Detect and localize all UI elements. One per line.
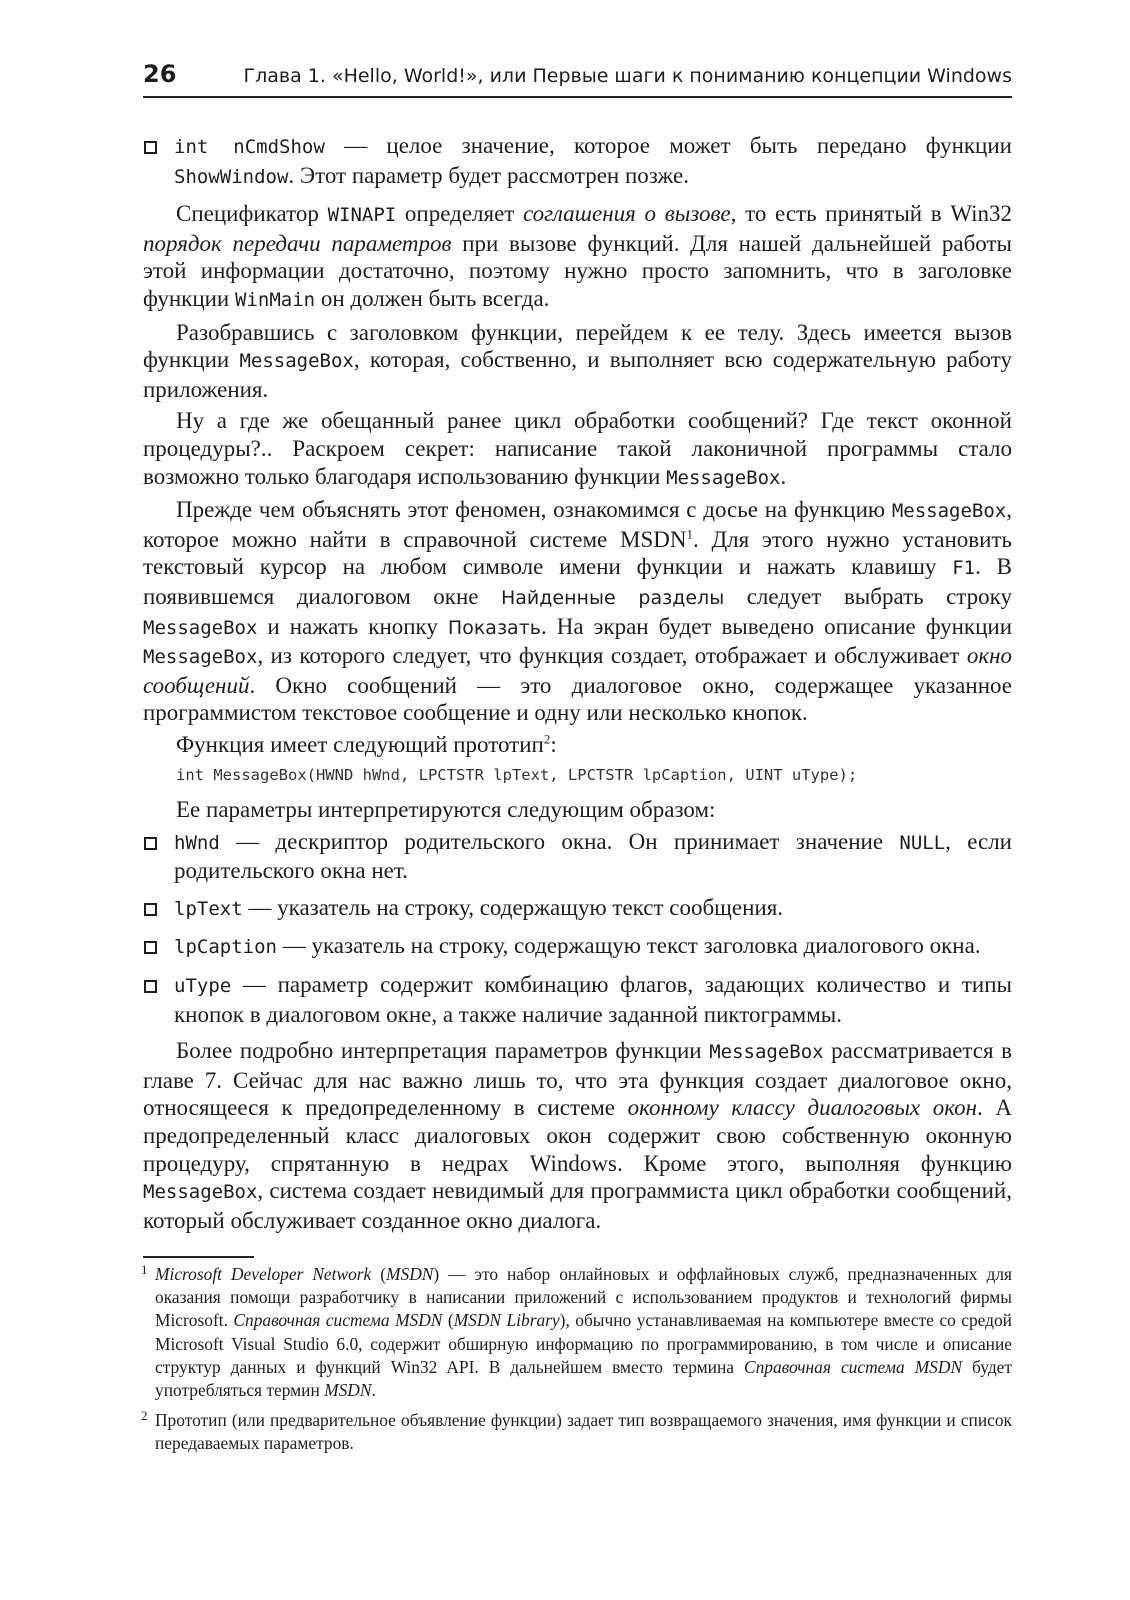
checkbox-bullet-icon [144, 903, 157, 916]
footnote-mark: 2 [141, 1408, 148, 1424]
bullet-list-top [143, 132, 1012, 191]
text-run: следует выбрать строку [724, 583, 1012, 609]
text-run: . [371, 1380, 376, 1401]
text-run: он должен быть всегда. [315, 285, 550, 311]
footnote-text: Прототип (или предварительное объявление функции) задает тип возвращаемого значения, имя функции и список передаваемых параметров. [155, 1410, 1012, 1454]
text-run: при вызове функций. Для нашей дальнейшей работы этой информации достаточно, поэтому нужно просто запомнить, что в заголовке функции [143, 230, 1013, 311]
italic-term: оконному классу диалоговых окон [627, 1095, 978, 1121]
text-run: , если родительского окна нет. [174, 828, 1012, 884]
inline-code: WinMain [235, 288, 316, 311]
text-run: . А предопределенный класс диалоговых окон содержит свою собственную оконную процедуру, спрятанную в недрах Windows. Кроме этого, выполняя функцию [143, 1095, 1012, 1176]
param-item-utype [143, 971, 1012, 1028]
param-item-lpcaption [143, 932, 1012, 962]
param-name: hWnd [174, 831, 220, 854]
text-run: — параметр содержит комбинацию флагов, задающих количество и типы кнопок в диалоговом окне, а также наличие заданной пиктограммы. [174, 972, 1012, 1027]
text-run: — целое значение, которое может быть передано функции [324, 133, 1012, 158]
text-run: рассматривается в главе 7. Сейчас для нас важно лишь то, что эта функция создает диалоговое окно, относящееся к предопределенному в системе [143, 1038, 1012, 1121]
page-header [143, 60, 1012, 98]
inline-code: MessageBox [666, 466, 781, 489]
text-run: . На экран будет выведено описание функции [540, 613, 1013, 639]
italic-term: Справочная система MSDN [233, 1310, 443, 1331]
param-item-lptext [143, 894, 1012, 924]
footnotes [143, 1263, 1012, 1463]
text-run: Прежде чем объяснять этот феномен, ознакомимся с досье на функцию [176, 497, 892, 523]
param-name: uType [174, 975, 232, 998]
text-run: . Окно сообщений — это диалоговое окно, содержащее указанное программистом текстовое сообщение и одну или несколько кнопок. [143, 672, 1012, 726]
checkbox-bullet-icon [144, 141, 157, 154]
inline-code: ShowWindow [174, 165, 289, 188]
text-run: Ну а где же обещанный ранее цикл обработки сообщений? Где текст оконной процедуры?.. Раскроем секрет: написание такой лаконичной программы стало возможно только благодаря использованию функции [143, 408, 1012, 489]
text-run: , то есть принятый в Win32 [730, 201, 1013, 227]
ui-term: Найденные разделы [501, 586, 725, 609]
footnote-ref: 1 [686, 526, 693, 542]
inline-code: MessageBox [239, 350, 354, 373]
text-run: определяет [396, 201, 524, 227]
italic-term: MSDN [386, 1264, 434, 1284]
paragraph-prototype [143, 731, 1012, 759]
prototype-code: int MessageBox(HWND hWnd, LPCTSTR lpText, LPCTSTR lpCaption, UINT uType); [176, 766, 858, 785]
inline-code: int nCmdShow [174, 136, 325, 158]
text-run: , система создает невидимый для программиста цикл обработки сообщений, который обслуживает созданное окно диалога. [143, 1178, 1012, 1233]
paragraph-params-intro: Ее параметры интерпретируются следующим образом: [176, 797, 716, 823]
text-run: . Для этого нужно установить текстовый курсор на любом символе имени функции и нажать клавишу [143, 526, 1012, 580]
inline-code: MessageBox [143, 616, 258, 639]
inline-code: MessageBox [143, 1181, 258, 1204]
text-run: будет употребляться термин [155, 1356, 1012, 1401]
paragraph-winapi [143, 200, 1012, 314]
bullet-item-ncmdshow [143, 132, 1012, 191]
main-text [143, 132, 1012, 1238]
text-run: Спецификатор [176, 201, 328, 227]
running-title: Глава 1. «Hello, World!», или Первые шаги к пониманию концепции Windows [243, 65, 1012, 87]
inline-code: MessageBox [891, 500, 1007, 523]
paragraph-secret [143, 407, 1012, 492]
checkbox-bullet-icon [144, 980, 157, 993]
checkbox-bullet-icon [144, 837, 157, 850]
text-run: — указатель на строку, содержащую текст заголовка диалогового окна. [276, 933, 981, 959]
footnote-1 [143, 1263, 1012, 1402]
inline-code: WINAPI [327, 204, 397, 227]
text-run: , которое можно найти в справочной системе MSDN [143, 497, 1012, 552]
inline-code: F1 [952, 557, 976, 580]
text-run: Разобравшись с заголовком функции, перейдем к ее телу. Здесь имеется вызов функции [143, 319, 1012, 373]
text-run: , которая, собственно, и выполняет всю содержательную работу приложения. [143, 347, 1012, 402]
italic-term: MSDN [324, 1380, 372, 1401]
footnote-divider [143, 1256, 254, 1258]
inline-code: NULL [899, 831, 946, 854]
text-run: Более подробно интерпретация параметров функции [176, 1038, 710, 1064]
text-run: ( [371, 1264, 387, 1284]
text-run: ( [442, 1310, 454, 1331]
text-run: ) — это набор онлайновых и оффлайновых служб, предназначенных для оказания помощи разработчику в написании приложений с использованием продуктов и технологий фирмы Microsoft. [155, 1264, 1012, 1331]
param-list [143, 828, 1012, 1029]
text-run: Функция имеет следующий прототип [176, 731, 544, 757]
italic-term: Microsoft Developer Network [155, 1264, 372, 1284]
italic-term: порядок передачи параметров [143, 230, 452, 256]
footnote-ref: 2 [543, 731, 551, 747]
text-run: — дескриптор родительского окна. Он принимает значение [219, 828, 900, 854]
inline-code: MessageBox [709, 1041, 824, 1064]
italic-term: Справочная система MSDN [744, 1356, 963, 1377]
inline-code: MessageBox [143, 646, 258, 669]
paragraph-final [143, 1037, 1012, 1234]
param-name: lpCaption [174, 936, 277, 959]
italic-term: соглашения о вызове [523, 201, 731, 227]
param-name: lpText [174, 897, 243, 920]
italic-term: окно сообщений [143, 643, 1012, 698]
page-number: 26 [143, 60, 177, 88]
text-run: ), обычно устанавливаемая на компьютере вместе со средой Microsoft Visual Studio 6.0, содержит обширную информацию по программированию, в том числе и описание структур данных и функций Win32 API. В дальнейшем вместо термина [155, 1310, 1012, 1377]
text-run: , из которого следует, что функция создает, отображает и обслуживает [257, 643, 967, 669]
text-run: : [550, 731, 557, 757]
param-item-hwnd [143, 828, 1012, 885]
ui-term: Показать [447, 616, 541, 639]
text-run: . [780, 463, 787, 489]
text-run: . В появившемся диалоговом окне [143, 554, 1013, 609]
footnote-2 [143, 1409, 1012, 1455]
checkbox-bullet-icon [144, 941, 157, 954]
text-run: и нажать кнопку [257, 613, 448, 639]
paragraph-function-body [143, 319, 1012, 404]
footnote-mark: 1 [141, 1262, 148, 1277]
paragraph-msdn [143, 496, 1012, 727]
text-run: — указатель на строку, содержащую текст сообщения. [242, 894, 784, 920]
italic-term: MSDN Library [453, 1310, 560, 1331]
text-run: . Этот параметр будет рассмотрен позже. [288, 162, 689, 188]
